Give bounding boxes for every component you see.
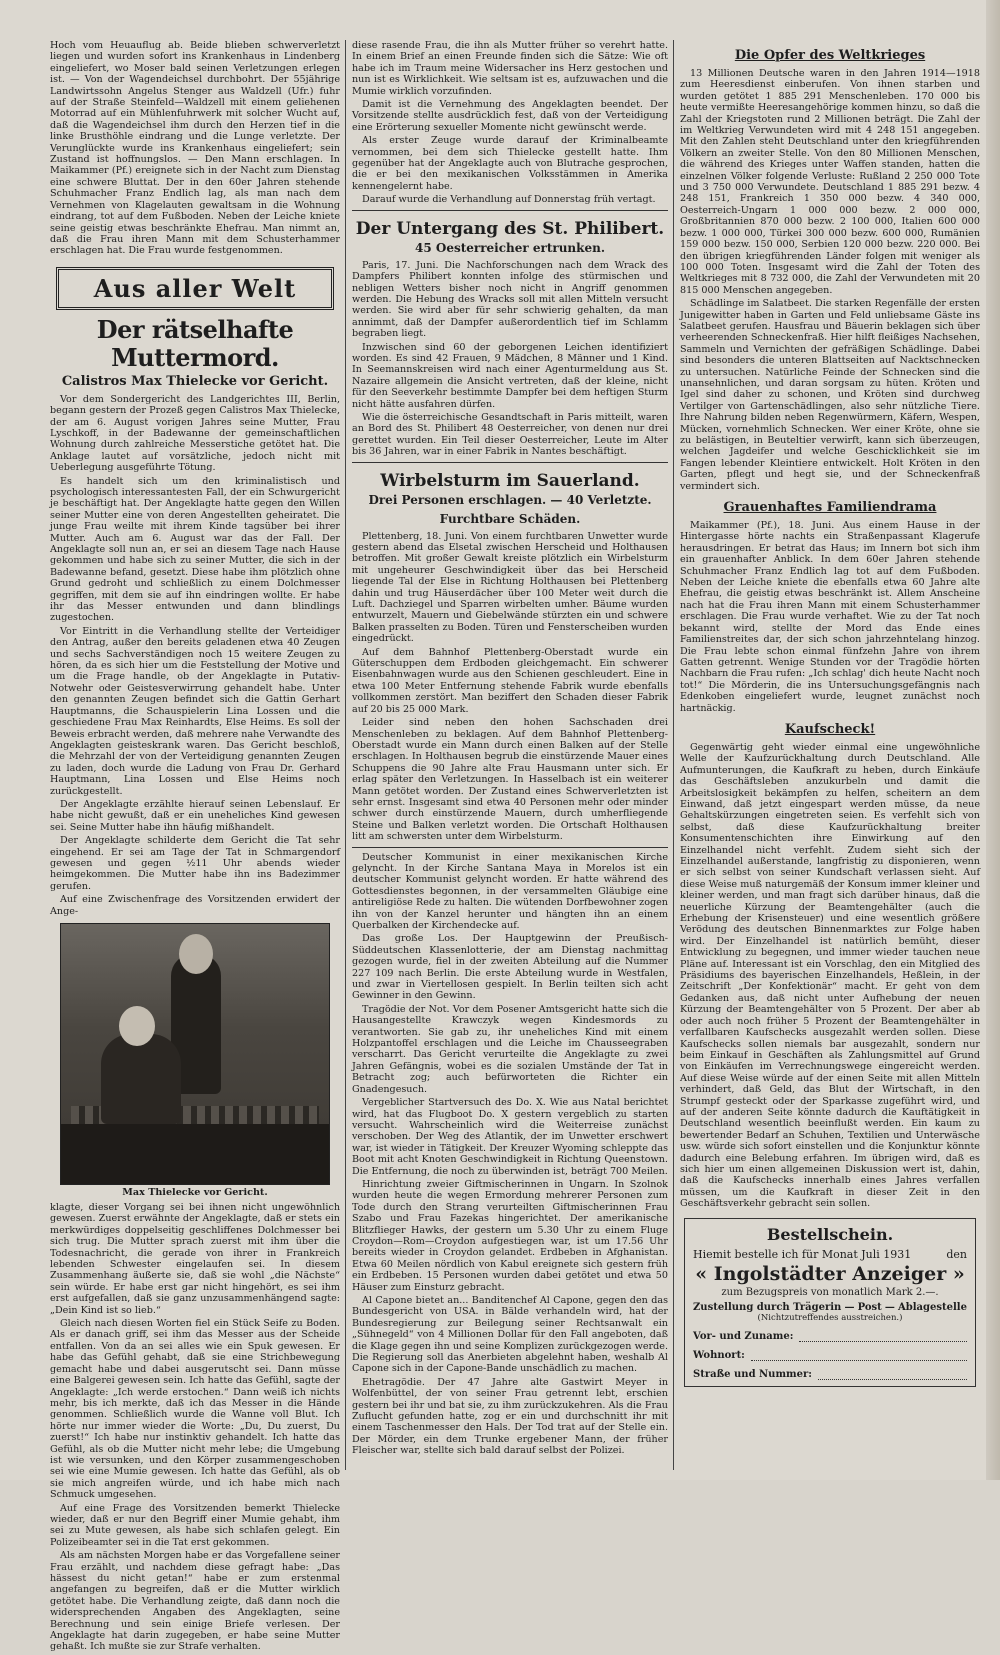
street-field-line[interactable]	[818, 1369, 967, 1380]
article-paragraph: Es handelt sich um den kriminalistisch und psychologisch interessantesten Fall, der ein Schwurgericht je beschäftigt hat. Der Angeklagte hatte gegen den Willen seiner Mutter eine von deren Angestellten geheiratet. Die junge Frau weilte mit ihrem Kinde tagsüber bei ihrer Mutter. Auch am 6. August war das der Fall. Der Angeklagte soll nun an, er sei an diesem Tage nach Hause gekommen und habe sich zu seiner Mutter, die sich in der Badewanne befand, gesetzt. Diese habe ihm plötzlich ohne Grund gedroht und schließlich zu einem Dolchmesser gegriffen, mit dem sie auf ihn eindringen wollte. Er habe ihr das Messer entwunden und dann blindlings zugestochen.	[50, 475, 340, 624]
order-form-line	[693, 1248, 967, 1261]
divider	[352, 847, 668, 848]
photo-caption: Max Thielecke vor Gericht.	[122, 1187, 268, 1198]
name-field[interactable]	[693, 1331, 967, 1342]
court-photo	[60, 923, 330, 1185]
order-form-price: zum Bezugspreis von monatlich Mark 2.—.	[721, 1286, 939, 1298]
article-paragraph: Schädlinge im Salatbeet. Die starken Regenfälle der ersten Junigewitter haben in Garten und Feld unliebsame Gäste ins Salatbeet gerufen. Hausfrau und Bäuerin beklagen sich über verheerenden Schneckenfraß. Hier hilft fleißiges Nachsehen, Sammeln und Vernichten der gefräßigen Schädlinge. Dabei sind besonders die unteren Blattseiten auf Nacktschnecken zu untersuchen. Natürliche Feinde der Schnecken sind die unansehnlichen, und daran sorgsam zu hüten. Kröten und Igel sind daher zu schonen, und Kröten sind durchweg Vertilger von Gartenschädlingen, also sehr nützliche Tiere. Ihre Nahrung bilden neben Regenwürmern, Käfern, Wespen, Mücken, vornehmlich Schnecken. Wer einer Kröte, ohne sie zu belästigen, in Beuteltier verwirft, kann sich überzeugen, welchen Jagdeifer und welche Geschicklichkeit sie im Fangen lebender Kleintiere entwickelt. Holt Kröten in den Garten, pflegt und hegt sie, und der Schneckenfraß vermindert sich.	[680, 298, 980, 492]
brief-item: Hinrichtung zweier Giftmischerinnen in Ungarn. In Szolnok wurden heute die wegen Ermordung mehrerer Personen zum Tode durch den Strang verurteilten Giftmischerinnen Frau Szabo und Frau Fazekas hingerichtet. Der amerikanische Blitzflieger Hawks, der gestern um 5.30 Uhr zu einem Fluge Croydon—Rom—Croydon aufgestiegen war, ist um 17.56 Uhr bereits wieder in Croydon gelandet. Erdbeben in Afghanistan. Etwa 60 Meilen nördlich von Kabul ereignete sich gestern früh ein Erdbeben. 15 Personen wurden dabei getötet und etwa 50 Häuser zum Einsturz gebracht.	[352, 1178, 668, 1293]
article-text: Hoch vom Heuauflug ab. Beide blieben schwerverletzt liegen und wurden sofort ins Krankenhaus in Lindenberg eingeliefert, wo Moser bald seinen Verletzungen erlegen ist. — Von der Wagendeichsel durchbohrt. Der 55jährige Landwirtssohn Angelus Stenger aus Waldzell (Ufr.) fuhr auf der Straße Steinfeld—Waldzell mit einem geliehenen Motorrad auf ein Mühlenfuhrwerk mit solcher Wucht auf, daß die Wagendeichsel ihm durch den Herzen tief in die linke Brusthöhle eindrang und die Lunge verletzte. Der Verunglückte wurde ins Krankenhaus eingeliefert; sein Zustand ist hoffnungslos. — Den Mann erschlagen. In Maikammer (Pf.) ereignete sich in der Nacht zum Dienstag eine schwere Bluttat. Der in den 60er Jahren stehende Schuhmacher Franz Endlich lag, als man nach dem Vernehmen von Klagelauten gewaltsam in die Wohnung eindrang, tot auf dem Fußboden. Neben der Leiche kniete seine geistig etwas beschränkte Ehefrau. Man nimmt an, daß die Frau ihren Mann mit dem Schusterhammer erschlagen hat. Die Frau wurde festgenommen.	[50, 40, 340, 257]
delivery-separator: —	[884, 1301, 895, 1313]
article-paragraph: Auf dem Bahnhof Plettenberg-Oberstadt wurde ein Güterschuppen dem Erdboden gleichgemacht. Ein schwerer Eisenbahnwagen wurde aus den Schienen geschleudert. Eine in etwa 100 Meter Entfernung stehende Fabrik wurde ebenfalls vollkommen zerstört. Man beziffert den Schaden dieser Fabrik auf 20 bis 25 000 Mark.	[352, 646, 668, 715]
article-paragraph: Gegenwärtig geht wieder einmal eine ungewöhnliche Welle der Kaufzurückhaltung durch Deutschland. Alle Aufmunterungen, die Kaufkraft zu heben, durch Einkäufe das Geschäftsleben anzukurbeln und damit die Arbeitslosigkeit bekämpfen zu helfen, scheitern an dem Einwand, daß jetzt eingespart werden müsse, da neue Gehaltskürzungen eingetreten seien. Es verfehlt sich von selbst, daß diese Kaufzurückhaltung breiter Konsumentenschichten ihre Einwirkung auf den Einzelhandel nicht verfehlt. Zudem sieht sich der Einzelhandel außerstande, langfristig zu disponieren, wenn er sich selbst von seiner Kundschaft verlassen sieht. Auf diese Weise muß naturgemäß der Konsum immer kleiner und kleiner werden, und man fragt sich darüber hinaus, daß die neuerliche Kürzung der Beamtengehälter (auch die Erhebung der Krisensteuer) und eine wesentlich größere Verödung des deutschen Binnenmarktes zur Folge haben wird. Der Einzelhandel ist natürlich bemüht, dieser Entwicklung zu begegnen, und immer wieder tauchen neue Pläne auf. Interessant ist ein Vorschlag, den ein Mitglied des Präsidiums des bayerischen Einzelhandels, Heßlein, in der Zeitschrift „Der Konfektionär“ macht. Er geht von dem Gedanken aus, daß nicht unter Aufhebung der neuen Kürzung der Beamtengehälter von 5 Prozent. Der aber ab oder auch noch früher 5 Prozent der Beamtengehälter in verfallbaren Kaufschecks ausgezahlt werden sollen. Diese Kaufschecks sollen niemals bar ausgezahlt, sondern nur beim Einkauf in Geschäften als Zahlungsmittel auf Grund von Einkäufen im Verrechnungswege eingereicht werden. Auf diese Weise würde auf der einen Seite mit allen Mitteln verhindert, daß Geld, das Blut der Wirtschaft, in den Strumpf gesteckt oder der Sparkasse zugeführt wird, und auf der anderen Seite könnte dadurch die Kauftätigkeit in Deutschland wesentlich beeinflußt werden. Ein kaum zu bewertender Bedarf an Schuhen, Textilien und Unterwäsche usw. würde sich sofort einstellen und die Konjunktur könnte dadurch eine Belebung erfahren. Im übrigen wird, daß es sich hier um einen allgemeinen Diskussion wert ist, dahin, daß die Kaufschecks innerhalb eines Jahres verfallen müssen, um die Kaufkraft in dieser Zeit in den Geschäftsverkehr gebracht sein sollen.	[680, 741, 980, 1210]
section-heading: Aus aller Welt	[56, 267, 334, 310]
article-paragraph: Inzwischen sind 60 der geborgenen Leichen identifiziert worden. Es sind 42 Frauen, 9 Mädchen, 8 Männer und 1 Kind. In Seemannskreisen wird nach einer Agenturmeldung aus St. Nazaire allgemein die Ansicht vertreten, daß der kleine, nicht für den Seeverkehr bestimmte Dampfer bei dem heftigen Sturm nicht hätte ausfahren dürfen.	[352, 341, 668, 410]
delivery-options	[693, 1302, 967, 1313]
street-field[interactable]	[693, 1369, 967, 1380]
article-paragraph: 13 Millionen Deutsche waren in den Jahren 1914—1918 zum Heeresdienst einberufen. Von ihnen starben und wurden getötet 1 885 291 Menschenleben. 170 000 bis heute vermißte Heeresangehörige kommen hinzu, so daß die Zahl der Kriegstoten rund 2 Millionen beträgt. Die Zahl der im Weltkrieg Verwundeten wird mit 4 248 151 angegeben. Mit den Zahlen steht Deutschland unter den kriegführenden Völkern an zweiter Stelle. Von den 80 Millionen Menschen, die während des Krieges unter Waffen standen, hatten die einzelnen Völker folgende Verluste: Rußland 2 250 000 Tote und 3 750 000 Verwundete. Deutschland 1 885 291 bezw. 4 248 151, Frankreich 1 350 000 bezw. 4 340 000, Oesterreich-Ungarn 1 000 000 bezw. 2 000 000, Großbritannien 870 000 bezw. 2 100 000, Italien 600 000 bezw. 1 000 000, Türkei 300 000 bezw. 600 000, Rumänien 159 000 bezw. 150 000, Serbien 120 000 bezw. 220 000. Bei den übrigen kriegführenden Länder folgen mit weniger als 100 000 Toten. Insgesamt wird die Zahl der Toten des Weltkrieges mit 8 732 000, die Zahl der Verwundeten mit 20 815 000 Menschen angegeben.	[680, 68, 980, 296]
article-paragraph: Darauf wurde die Verhandlung auf Donnerstag früh vertagt.	[362, 194, 656, 206]
column-rule	[345, 40, 346, 1470]
divider	[352, 210, 668, 211]
article-paragraph: Der Angeklagte erzählte hierauf seinen Lebenslauf. Er habe nicht gewußt, daß er ein uneheliches Kind gewesen sei. Seine Mutter habe ihn häufig mißhandelt.	[50, 798, 340, 833]
delivery-option-post[interactable]: Post	[857, 1301, 882, 1313]
residence-field-label: Wohnort:	[693, 1349, 745, 1361]
article-paragraph: Vor dem Sondergericht des Landgerichtes III, Berlin, begann gestern der Prozeß gegen Calistros Max Thielecke, der am 6. August vorigen Jahres seine Mutter, Frau Lyschkoff, in der Badewanne der gemeinschaftlichen Wohnung durch zahlreiche Messerstiche getötet hat. Die Anklage lautet auf vorsätzliche, jedoch nicht mit Ueberlegung ausgeführte Tötung.	[50, 393, 340, 474]
order-form-line-left: Hiemit bestelle ich für Monat Juli 1931	[693, 1247, 912, 1261]
residence-field-line[interactable]	[751, 1350, 967, 1361]
article-paragraph: Plettenberg, 18. Juni. Von einem furchtbaren Unwetter wurde gestern abend das Elsetal zwischen Herscheid und Holthausen betroffen. Mit großer Gewalt kreiste plötzlich ein Wirbelsturm mit ungeheurer Geschwindigkeit über das bei Herscheid liegende Tal der Else in Richtung Holthausen bei Plettenberg dahin und trug Häuserdächer über 100 Meter weit durch die Luft. Dachziegel und Sparren wirbelten umher. Bäume wurden entwurzelt, Mauern und Giebelwände stürzten ein und schwere Balken prasselten zu Boden. Türen und Fensterscheiben wurden eingedrückt.	[352, 530, 668, 645]
subheadline-wirbelsturm-2: Furchtbare Schäden.	[439, 511, 581, 526]
newspaper-name: « Ingolstädter Anzeiger »	[695, 1262, 965, 1285]
article-paragraph: Damit ist die Vernehmung des Angeklagten beendet. Der Vorsitzende stellte ausdrücklich fest, daß von der Verteidigung eine Erörterung sexueller Momente nicht gewünscht werde.	[352, 99, 668, 133]
column-1	[50, 40, 340, 1655]
order-form-line-right: den	[946, 1247, 967, 1261]
article-paragraph: Leider sind neben den hohen Sachschaden drei Menschenleben zu beklagen. Auf dem Bahnhof Plettenberg-Oberstadt wurde ein Mann durch einen Balken auf der Stelle erschlagen. In Holthausen begrub die einstürzende Mauer eines Schuppens die 90 Jahre alte Frau Hausmann unter sich. Er erlag später den Verletzungen. In Hasselbach ist ein weiterer Mann getötet worden. Der Zustand eines Schwerverletzten ist sehr ernst. Insgesamt sind etwa 40 Personen mehr oder minder schwer durch einstürzende Mauern, durch umherfliegende Steine und Balken verletzt worden. Die Ortschaft Holthausen litt am schwersten unter dem Wirbelsturm.	[352, 717, 668, 843]
column-rule	[673, 40, 674, 1470]
brief-item: Vergeblicher Startversuch des Do. X. Wie aus Natal berichtet wird, hat das Flugboot Do. X gestern vergeblich zu starten versucht. Wahrscheinlich wird die Weiterreise zunächst verschoben. Der Weg des Atlantik, der im Unwetter erschwert war, ist wieder in Tätigkeit. Der Kreuzer Wyoming schleppte das Boot mit acht Knoten Geschwindigkeit in Richtung Queenstown. Die Entfernung, die noch zu überwinden ist, beträgt 700 Meilen.	[352, 1097, 668, 1177]
subheadline-wirbelsturm: Drei Personen erschlagen. — 40 Verletzte.	[368, 492, 652, 507]
brief-item: Ehetragödie. Der 47 Jahre alte Gastwirt Meyer in Wolfenbüttel, der von seiner Frau getrennt lebt, erschien gestern bei ihr und bat sie, zu ihm zurückzukehren. Als die Frau Zuflucht gefunden hatte, zog er ein und durchschnitt ihr mit einem Taschenmesser den Hals. Der Tod trat auf der Stelle ein. Der Mörder, ein dem Trunke ergebener Mann, der früher Fleischer war, stellte sich bald darauf selbst der Polizei.	[352, 1376, 668, 1457]
article-paragraph: Als erster Zeuge wurde darauf der Kriminalbeamte vernommen, bei dem sich Thielecke gestellt hatte. Ihm gegenüber hat der Angeklagte auch von Blutrache gesprochen, die er bei den mexikanischen Volksstämmen in Amerika kennengelernt habe.	[352, 135, 668, 192]
name-field-line[interactable]	[799, 1331, 967, 1342]
headline-philibert: Der Untergang des St. Philibert.	[355, 218, 665, 239]
photo-head-seated	[119, 1006, 155, 1046]
name-field-label: Vor- und Zuname:	[693, 1330, 794, 1342]
article-paragraph: Paris, 17. Juni. Die Nachforschungen nach dem Wrack des Dampfers Philibert konnten infolge des stürmischen und nebligen Wetters bisher noch nicht in Angriff genommen werden. Die Hebung des Wracks soll mit allen Mitteln versucht werden. Sie wird aber für sehr schwierig gehalten, da man annimmt, daß der Dampfer außerordentlich tief im Schlamm begraben liegt.	[352, 259, 668, 340]
brief-item: Das große Los. Der Hauptgewinn der Preußisch-Süddeutschen Klassenlotterie, der am Dienstag nachmittag gezogen wurde, fiel in der zweiten Abteilung auf die Nummer 227 109 nach Berlin. Die erste Abteilung wurde in Westfalen, und zwar in Viertellosen gespielt. In Berlin teilten sich acht Gewinner in den Gewinn.	[352, 933, 668, 1002]
headline-familiendrama: Grauenhaftes Familiendrama	[723, 500, 937, 516]
article-paragraph: Als am nächsten Morgen habe er das Vorgefallene seiner Frau erzählt, und nachdem diese gefragt habe: „Das hässest du nicht getan!“ habe er zum erstenmal angefangen zu begreifen, daß er die Mutter wirklich getötet habe. Die Verhandlung zeigte, daß dann noch die widersprechenden Angaben des Angeklagten, seine Berechnung und sein einige Briefe verlesen. Der Angeklagte hat darin zugegeben, er habe seine Mutter gehaßt. Ich mußte sie zur Strafe verhalten.	[50, 1550, 340, 1653]
headline-weltkrieg: Die Opfer des Weltkrieges	[734, 48, 926, 63]
photo-bench	[61, 1124, 329, 1184]
order-form	[684, 1218, 976, 1387]
article-paragraph: klagte, dieser Vorgang sei bei ihnen nicht ungewöhnlich gewesen. Zuerst erwähnte der Angeklagte, daß er stets ein merkwürdiges doppelseitig geschliffenes Dolchmesser bei sich trug. Die Mutter sprach zuerst mit ihm über die Todesnachricht, die gerade von ihrer in Frankreich lebenden Schwester eingelaufen sei. In diesem Zusammenhang äußerte sie, daß sie wohl „die Nächste“ sein würde. Er habe erst gar nicht hingehört, es sei ihm erst aufgefallen, daß sie ganz unzusammenhängend sagte: „Dein Kind ist so lieb.“	[50, 1202, 340, 1316]
delivery-note: (Nichtzutreffendes ausstreichen.)	[757, 1312, 903, 1323]
brief-item: Tragödie der Not. Vor dem Posener Amtsgericht hatte sich die Hausangestellte Krawczyk wegen Kindesmords zu verantworten. Sie gab zu, ihr uneheliches Kind mit einem Holzpantoffel erschlagen und die Leiche im Chausseegraben verscharrt. Das Gericht verurteilte die Angeklagte zu zwei Jahren Gefängnis, wobei es die sozialen Umstände der Tat in Betracht zog; auch befürworteten die Richter ein Gnadengesuch.	[352, 1003, 668, 1095]
brief-item: Deutscher Kommunist in einer mexikanischen Kirche gelyncht. In der Kirche Santana Maya in Morelos ist ein deutscher Kommunist gelyncht worden. Er hatte während des Gottesdienstes begonnen, in der versammelten Gläubige eine antireligiöse Rede zu halten. Die wütenden Dorfbewohner zogen ihn von der Kanzel herunter und hängten ihn an einem Querbalken der Kirchendecke auf.	[352, 851, 668, 931]
photo-head-standing	[179, 934, 213, 974]
delivery-option-carrier[interactable]: Zustellung durch Trägerin	[693, 1301, 842, 1313]
delivery-separator: —	[844, 1301, 855, 1313]
page-edge	[986, 0, 1000, 1480]
article-paragraph: Maikammer (Pf.), 18. Juni. Aus einem Hause in der Hintergasse hörte nachts ein Straßenpassant Klagerufe herausdringen. Er betrat das Haus; im Innern bot sich ihm ein grauenhafter Anblick. In dem 60er Jahren stehende Schuhmacher Franz Endlich lag tot auf dem Fußboden. Neben der Leiche kniete die ebenfalls etwa 60 Jahre alte Ehefrau, die geistig etwas beschränkt ist. Allem Anscheine nach hat die Frau ihren Mann mit einem Schusterhammer erschlagen. Die Frau wurde verhaftet. Wie zu der Tat noch bekannt wird, stellte der Mord das Ende eines Familienstreites dar, der sich schon jahrzehntelang hinzog. Die Frau lebte schon einmal fünfzehn Jahre von ihrem Gatten getrennt. Wenige Stunden vor der Tragödie hörten Nachbarn die Frau rufen: „Ich schlag' dich heute Nacht noch tot!“ Die Mörderin, die ins Untersuchungsgefängnis nach Edenkoben eingeliefert wurde, leugnet zunächst noch hartnäckig.	[680, 520, 980, 714]
column-3	[680, 40, 980, 1387]
article-paragraph: Auf eine Zwischenfrage des Vorsitzenden erwidert der Ange-	[50, 894, 340, 917]
article-paragraph: Auf eine Frage des Vorsitzenden bemerkt Thielecke wieder, daß er nur den Begriff einer Mumie gehabt, ihm sei zu Mute gewesen, als habe sich schlafen gelegt. Ein Polizeibeamter sei in die Tat erst gekommen.	[50, 1502, 340, 1548]
headline: Der rätselhafte Muttermord.	[96, 314, 294, 372]
headline-wirbelsturm: Wirbelsturm im Sauerland.	[380, 470, 640, 491]
divider	[352, 462, 668, 463]
residence-field[interactable]	[693, 1350, 967, 1361]
subheadline: Calistros Max Thielecke vor Gericht.	[61, 373, 329, 389]
column-2	[352, 40, 668, 1459]
article-paragraph: Vor Eintritt in die Verhandlung stellte der Verteidiger den Antrag, außer den bereits geladenen etwa 40 Zeugen und sechs Sachverständigen noch 15 weitere Zeugen zu hören, da es sich hier um die Feststellung der Motive und um die Frage handle, ob der Angeklagte in Putativ-Notwehr oder Geistesverwirrung gehandelt habe. Unter den genannten Zeugen befindet sich die Gattin Gerhart Hauptmanns, die Schauspielerin Lina Lossen und die geschiedene Frau Max Reinhardts, Else Heims. Es soll der Beweis erbracht werden, daß mehrere nahe Verwandte des Angeklagten geisteskrank waren. Das Gericht beschloß, die Mehrzahl der von der Verteidigung genannten Zeugen zu laden, doch wurde die Ladung von Frau Dr. Gerhard Hauptmann, Lina Lossen und Else Heims noch zurückgestellt.	[50, 625, 340, 797]
brief-item: Al Capone bietet an... Banditenchef Al Capone, gegen den das Bundesgericht von USA. in Bälde verhandeln wird, hat der Bundesregierung zur Beilegung seiner Rechtsanwalt ein „Sühnegeld“ von 4 Millionen Dollar für den Fall angeboten, daß die Klage gegen ihn und seine Komplizen zurückgezogen werde. Die Regierung soll das Anerbieten abgelehnt haben, weshalb Al Capone sich in der Capone-Bande unschädlich zu machen.	[352, 1295, 668, 1375]
order-form-title: Bestellschein.	[766, 1224, 894, 1244]
street-field-label: Straße und Nummer:	[693, 1368, 812, 1380]
delivery-option-pickup[interactable]: Ablagestelle	[898, 1301, 967, 1313]
article-paragraph: Gleich nach diesen Worten fiel ein Stück Seife zu Boden. Als er danach griff, sei ihm das Messer aus der Scheide entfallen. Von da an sei alles wie ein Spuk gewesen. Er habe das Gefühl gehabt, daß sie eine Strichbewegung gemacht habe und dabei ausgerutscht sei. Dann müsse eine Balgerei gewesen sein. Ich hatte das Gefühl, sagte der Angeklagte: „Ich werde erstochen.“ Dann weiß ich nichts mehr, bis ich merkte, daß ich das Messer in die Hände genommen. Schließlich wurde die Wanne voll Blut. Ich hörte nur immer wieder die Worte: „Du, Du zuerst, Du zuerst!“ Ich habe nur instinktiv gehandelt. Ich hatte das Gefühl, als ob die Mutter nicht mehr lebe; die Umgebung ist wie versunken, und den Körper zusammengeschoben sei wie eine Mumie gewesen. Ich hatte das Gefühl, als ob sie mich angreifen würde, und ich habe mich nach Schmuck umgesehen.	[50, 1318, 340, 1501]
article-paragraph: diese rasende Frau, die ihn als Mutter früher so verehrt hatte. In einem Brief an einen Freunde finden sich die Sätze: Wie oft habe ich im Traum meine Widersacher ins Herz gestochen und nun ist es Wirklichkeit. Wie seltsam ist es, aufzuwachen und die Mumie wirklich vorzufinden.	[352, 40, 668, 97]
headline-kaufscheck: Kaufscheck!	[784, 721, 876, 737]
photo-figure-seated	[101, 1034, 181, 1124]
article-paragraph: Wie die österreichische Gesandtschaft in Paris mitteilt, waren an Bord des St. Philibert 48 Oesterreicher, von denen nur drei gerettet wurden. Ein Teil dieser Oesterreicher, Leute im Alter bis 36 Jahren, war in einer Fabrik in Nantes beschäftigt.	[352, 411, 668, 458]
article-paragraph: Der Angeklagte schilderte dem Gericht die Tat sehr eingehend. Er sei am Tage der Tat in Schmargendorf gewesen und gegen ½11 Uhr abends wieder heimgekommen. Die Mutter habe ihn ins Badezimmer gerufen.	[50, 835, 340, 892]
subheadline-philibert: 45 Oesterreicher ertrunken.	[414, 240, 606, 255]
